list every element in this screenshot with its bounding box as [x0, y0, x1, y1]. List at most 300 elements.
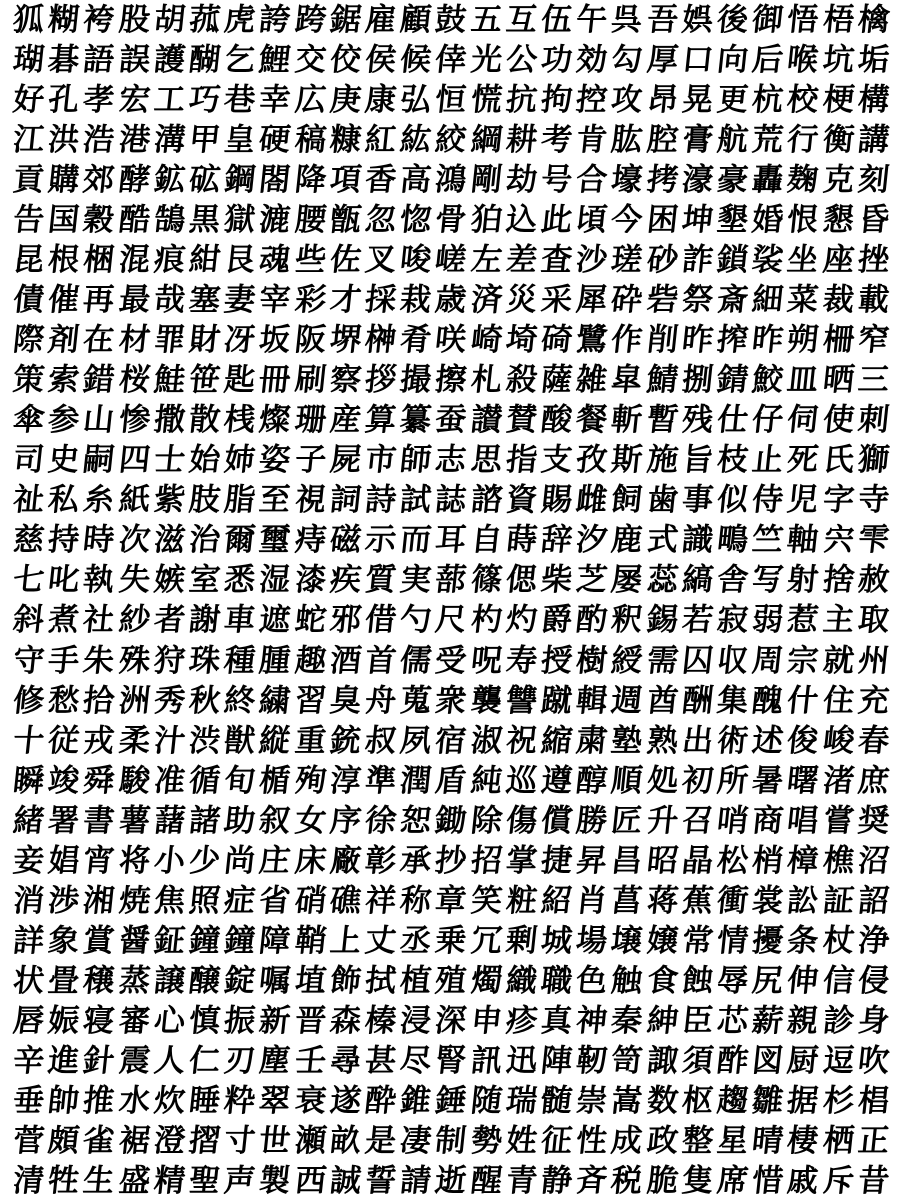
kanji-glyph: 沙 [574, 242, 610, 279]
kanji-glyph: 庶 [856, 762, 891, 799]
kanji-glyph: 仁 [187, 1042, 223, 1079]
kanji-glyph: 飼 [609, 482, 645, 519]
glyph-row [11, 723, 891, 760]
kanji-glyph: 更 [715, 82, 751, 119]
kanji-glyph: 神 [574, 1002, 610, 1039]
kanji-glyph: 蒋 [644, 882, 680, 919]
kanji-glyph: 孜 [574, 442, 610, 479]
kanji-glyph: 堺 [328, 322, 363, 359]
kanji-glyph: 晴 [750, 1122, 786, 1159]
kanji-glyph: 儒 [398, 642, 434, 679]
kanji-glyph: 祉 [11, 482, 47, 519]
kanji-glyph: 伺 [785, 402, 821, 439]
kanji-glyph: 細 [750, 282, 786, 319]
kanji-glyph: 咲 [433, 322, 469, 359]
kanji-glyph: 床 [292, 842, 328, 879]
kanji-glyph: 常 [680, 922, 715, 959]
kanji-glyph: 祝 [504, 722, 539, 759]
kanji-glyph: 高 [398, 162, 434, 199]
kanji-glyph: 製 [257, 1162, 293, 1199]
kanji-glyph: 汁 [152, 722, 187, 759]
kanji-glyph: 脂 [222, 482, 258, 519]
kanji-glyph: 巡 [504, 762, 539, 799]
kanji-glyph: 候 [398, 42, 434, 79]
glyph-row [11, 362, 891, 399]
kanji-glyph: 舟 [363, 682, 399, 719]
kanji-glyph: 習 [292, 682, 328, 719]
kanji-glyph: 粋 [222, 1082, 258, 1119]
kanji-glyph: 胡 [152, 2, 187, 38]
kanji-glyph: 厨 [785, 1042, 821, 1079]
kanji-glyph: 暑 [750, 762, 786, 799]
kanji-glyph: 生 [81, 1162, 117, 1199]
kanji-glyph: 柔 [116, 722, 152, 759]
glyph-row [11, 1043, 891, 1080]
kanji-glyph: 賞 [81, 922, 117, 959]
kanji-glyph: 賜 [539, 482, 575, 519]
kanji-glyph: 声 [222, 1162, 258, 1199]
kanji-glyph: 試 [398, 482, 434, 519]
kanji-glyph: 坤 [680, 202, 715, 239]
kanji-glyph: 考 [539, 122, 575, 159]
kanji-glyph: 鷺 [574, 322, 610, 359]
kanji-glyph: 潤 [398, 762, 434, 799]
kanji-glyph: 司 [11, 442, 47, 479]
kanji-glyph: 梗 [820, 82, 856, 119]
kanji-glyph: 竣 [46, 762, 82, 799]
kanji-glyph: 信 [820, 962, 856, 999]
kanji-glyph: 参 [46, 402, 82, 439]
kanji-glyph: 辞 [539, 522, 575, 559]
kanji-glyph: 裾 [116, 1122, 152, 1159]
kanji-glyph: 蕊 [644, 562, 680, 599]
kanji-glyph: 場 [574, 922, 610, 959]
kanji-glyph: 勢 [468, 1122, 504, 1159]
kanji-glyph: 撒 [152, 402, 187, 439]
kanji-glyph: 施 [644, 442, 680, 479]
kanji-glyph: 将 [116, 842, 152, 879]
kanji-glyph: 惚 [398, 202, 434, 239]
kanji-glyph: 皿 [785, 362, 821, 399]
kanji-glyph: 質 [363, 562, 399, 599]
kanji-glyph: 栽 [398, 282, 434, 319]
kanji-glyph: 紺 [187, 242, 223, 279]
kanji-glyph: 性 [574, 1122, 610, 1159]
kanji-glyph: 詞 [328, 482, 363, 519]
kanji-glyph: 挫 [856, 242, 891, 279]
kanji-glyph: 牲 [46, 1162, 82, 1199]
kanji-glyph: 推 [81, 1082, 117, 1119]
glyph-row [11, 122, 891, 159]
kanji-glyph: 擦 [433, 362, 469, 399]
kanji-glyph: 嵩 [609, 1082, 645, 1119]
kanji-glyph: 図 [750, 1042, 786, 1079]
kanji-glyph: 昂 [644, 82, 680, 119]
kanji-glyph: 慈 [11, 522, 47, 559]
kanji-glyph: 作 [609, 322, 645, 359]
kanji-glyph: 翠 [257, 1082, 293, 1119]
kanji-glyph: 綱 [468, 122, 504, 159]
kanji-glyph: 削 [644, 322, 680, 359]
kanji-glyph: 織 [504, 962, 539, 999]
kanji-glyph: 据 [785, 1082, 821, 1119]
kanji-glyph: 柵 [820, 322, 856, 359]
kanji-glyph: 弘 [398, 82, 434, 119]
kanji-glyph: 爵 [539, 602, 575, 639]
kanji-glyph: 慌 [468, 82, 504, 119]
kanji-glyph: 粧 [504, 882, 539, 919]
kanji-glyph: 成 [609, 1122, 645, 1159]
glyph-row [11, 1003, 891, 1040]
kanji-glyph: 整 [680, 1122, 715, 1159]
kanji-glyph: 錠 [222, 962, 258, 999]
kanji-glyph: 工 [152, 82, 187, 119]
kanji-glyph: 職 [539, 962, 575, 999]
kanji-glyph: 遂 [328, 1082, 363, 1119]
kanji-glyph: 女 [292, 802, 328, 839]
kanji-glyph: 向 [715, 42, 751, 79]
kanji-glyph: 渚 [820, 762, 856, 799]
kanji-glyph: 瀬 [292, 1122, 328, 1159]
kanji-glyph: 祥 [363, 882, 399, 919]
kanji-glyph: 糠 [328, 122, 363, 159]
glyph-row [11, 82, 891, 119]
kanji-glyph: 彩 [292, 282, 328, 319]
kanji-glyph: 授 [539, 642, 575, 679]
kanji-glyph: 寝 [81, 1002, 117, 1039]
kanji-glyph: 公 [504, 42, 539, 79]
kanji-glyph: 錘 [433, 1082, 469, 1119]
kanji-glyph: 章 [433, 882, 469, 919]
kanji-glyph: 蕉 [680, 882, 715, 919]
kanji-glyph: 焼 [116, 882, 152, 919]
kanji-glyph: 項 [328, 162, 363, 199]
kanji-glyph: 除 [468, 802, 504, 839]
kanji-glyph: 材 [116, 322, 152, 359]
kanji-glyph: 繍 [257, 682, 293, 719]
kanji-glyph: 椙 [856, 1082, 891, 1119]
kanji-glyph: 災 [504, 282, 539, 319]
kanji-glyph: 碁 [46, 42, 82, 79]
kanji-glyph: 師 [398, 442, 434, 479]
kanji-glyph: 榊 [363, 322, 399, 359]
kanji-glyph: 捨 [820, 562, 856, 599]
kanji-glyph: 拶 [363, 362, 399, 399]
kanji-glyph: 蛇 [292, 602, 328, 639]
glyph-row [11, 883, 891, 920]
kanji-glyph: 樹 [574, 642, 610, 679]
kanji-glyph: 釈 [609, 602, 645, 639]
glyph-row [11, 242, 891, 279]
kanji-glyph: 校 [785, 82, 821, 119]
kanji-glyph: 紳 [644, 1002, 680, 1039]
kanji-glyph: 腫 [257, 642, 293, 679]
kanji-glyph: 杉 [820, 1082, 856, 1119]
kanji-glyph: 鋼 [222, 162, 258, 199]
kanji-glyph: 阪 [292, 322, 328, 359]
kanji-glyph: 昨 [750, 322, 786, 359]
kanji-glyph: 唆 [398, 242, 434, 279]
kanji-glyph: 靭 [574, 1042, 610, 1079]
kanji-glyph: 室 [187, 562, 223, 599]
kanji-glyph: 症 [222, 882, 258, 919]
kanji-glyph: 旨 [680, 442, 715, 479]
kanji-glyph: 市 [363, 442, 399, 479]
kanji-glyph: 誌 [433, 482, 469, 519]
kanji-glyph: 出 [680, 722, 715, 759]
kanji-glyph: 燭 [468, 962, 504, 999]
kanji-glyph: 清 [11, 1162, 47, 1199]
kanji-glyph: 皇 [222, 122, 258, 159]
kanji-glyph: 雀 [81, 1122, 117, 1159]
kanji-glyph: 氏 [820, 442, 856, 479]
kanji-glyph: 恨 [785, 202, 821, 239]
kanji-glyph: 趣 [292, 642, 328, 679]
kanji-glyph: 穣 [81, 962, 117, 999]
kanji-glyph: 雛 [750, 1082, 786, 1119]
kanji-glyph: 垂 [11, 1082, 47, 1119]
kanji-glyph: 虎 [222, 2, 258, 38]
kanji-glyph: 殊 [116, 642, 152, 679]
kanji-glyph: 志 [433, 442, 469, 479]
kanji-glyph: 斜 [11, 602, 47, 639]
kanji-glyph: 嬢 [644, 922, 680, 959]
kanji-glyph: 塵 [257, 1042, 293, 1079]
kanji-glyph: 郊 [81, 162, 117, 199]
kanji-glyph: 酵 [116, 162, 152, 199]
kanji-glyph: 政 [644, 1122, 680, 1159]
kanji-glyph: 畝 [328, 1122, 363, 1159]
kanji-glyph: 杓 [468, 602, 504, 639]
kanji-glyph: 身 [856, 1002, 891, 1039]
kanji-glyph: 瞬 [11, 762, 47, 799]
kanji-glyph: 心 [152, 1002, 187, 1039]
kanji-glyph: 瑞 [504, 1082, 539, 1119]
kanji-glyph: 巷 [222, 82, 258, 119]
kanji-glyph: 楯 [257, 762, 293, 799]
kanji-glyph: 秋 [187, 682, 223, 719]
kanji-glyph: 刻 [856, 162, 891, 199]
kanji-glyph: 搾 [715, 322, 751, 359]
kanji-glyph: 縦 [257, 722, 293, 759]
kanji-glyph: 採 [363, 282, 399, 319]
kanji-glyph: 自 [468, 522, 504, 559]
kanji-glyph: 住 [820, 682, 856, 719]
kanji-glyph: 酷 [116, 202, 152, 239]
kanji-glyph: 水 [116, 1082, 152, 1119]
kanji-glyph: 錫 [644, 602, 680, 639]
kanji-glyph: 鐘 [187, 922, 223, 959]
kanji-glyph: 食 [644, 962, 680, 999]
kanji-glyph: 雫 [856, 522, 891, 559]
kanji-glyph: 畳 [46, 962, 82, 999]
kanji-glyph: 循 [187, 762, 223, 799]
kanji-glyph: 札 [468, 362, 504, 399]
kanji-glyph: 周 [750, 642, 786, 679]
kanji-glyph: 暫 [644, 402, 680, 439]
kanji-glyph: 航 [715, 122, 751, 159]
kanji-glyph: 豪 [715, 162, 751, 199]
glyph-row [11, 162, 891, 199]
kanji-glyph: 在 [81, 322, 117, 359]
kanji-glyph: 鉱 [152, 162, 187, 199]
kanji-glyph: 購 [46, 162, 82, 199]
kanji-glyph: 廠 [328, 842, 363, 879]
kanji-glyph: 後 [715, 2, 751, 38]
kanji-glyph: 士 [152, 442, 187, 479]
glyph-row [11, 803, 891, 840]
glyph-row [11, 1163, 891, 1200]
kanji-glyph: 腰 [292, 202, 328, 239]
kanji-glyph: 込 [504, 202, 539, 239]
kanji-glyph: 頃 [574, 202, 610, 239]
kanji-glyph: 薪 [750, 1002, 786, 1039]
kanji-glyph: 辛 [11, 1042, 47, 1079]
kanji-glyph: 克 [820, 162, 856, 199]
kanji-glyph: 縮 [539, 722, 575, 759]
kanji-glyph: 檎 [856, 2, 891, 38]
kanji-glyph: 光 [468, 42, 504, 79]
kanji-glyph: 蔀 [433, 562, 469, 599]
kanji-glyph: 杖 [820, 922, 856, 959]
kanji-glyph: 錆 [715, 362, 751, 399]
kanji-glyph: 濠 [680, 162, 715, 199]
kanji-glyph: 喉 [785, 42, 821, 79]
glyph-row [11, 1083, 891, 1120]
kanji-glyph: 伍 [539, 2, 575, 38]
kanji-glyph: 壌 [609, 922, 645, 959]
kanji-glyph: 需 [644, 642, 680, 679]
kanji-glyph: 樵 [820, 842, 856, 879]
kanji-glyph: 失 [116, 562, 152, 599]
kanji-glyph: 崎 [468, 322, 504, 359]
glyph-row [11, 442, 891, 479]
kanji-glyph: 尻 [750, 962, 786, 999]
kanji-glyph: 座 [820, 242, 856, 279]
kanji-glyph: 狛 [468, 202, 504, 239]
kanji-glyph: 紹 [539, 882, 575, 919]
kanji-glyph: 針 [81, 1042, 117, 1079]
kanji-glyph: 宗 [785, 642, 821, 679]
kanji-glyph: 赦 [856, 562, 891, 599]
kanji-glyph: 晒 [820, 362, 856, 399]
kanji-glyph: 車 [222, 602, 258, 639]
kanji-glyph: 償 [539, 802, 575, 839]
kanji-glyph: 劫 [504, 162, 539, 199]
kanji-glyph: 松 [715, 842, 751, 879]
kanji-glyph: 艮 [222, 242, 258, 279]
kanji-glyph: 梱 [81, 242, 117, 279]
kanji-glyph: 残 [680, 402, 715, 439]
kanji-glyph: 従 [46, 722, 82, 759]
kanji-glyph: 浸 [398, 1002, 434, 1039]
kanji-glyph: 些 [292, 242, 328, 279]
kanji-glyph: 歯 [644, 482, 680, 519]
kanji-glyph: 陣 [539, 1042, 575, 1079]
kanji-glyph: 照 [187, 882, 223, 919]
kanji-glyph: 週 [609, 682, 645, 719]
kanji-glyph: 嗣 [81, 442, 117, 479]
kanji-glyph: 姿 [257, 442, 293, 479]
kanji-glyph: 載 [856, 282, 891, 319]
kanji-glyph: 歳 [433, 282, 469, 319]
kanji-glyph: 査 [539, 242, 575, 279]
kanji-glyph: 埴 [292, 962, 328, 999]
kanji-glyph: 骨 [433, 202, 469, 239]
kanji-glyph: 遵 [539, 762, 575, 799]
kanji-glyph: 睡 [187, 1082, 223, 1119]
kanji-glyph: 星 [715, 1122, 751, 1159]
kanji-glyph: 唱 [785, 802, 821, 839]
kanji-glyph: 灼 [504, 602, 539, 639]
kanji-glyph: 愁 [46, 682, 82, 719]
kanji-glyph: 股 [116, 2, 152, 38]
kanji-glyph: 黒 [187, 202, 223, 239]
kanji-glyph: 瑳 [609, 242, 645, 279]
kanji-glyph: 召 [680, 802, 715, 839]
kanji-glyph: 際 [11, 322, 47, 359]
kanji-glyph: 姓 [504, 1122, 539, 1159]
kanji-glyph: 蝕 [680, 962, 715, 999]
kanji-glyph: 犀 [574, 282, 610, 319]
kanji-glyph: 乞 [222, 42, 258, 79]
kanji-glyph: 辱 [715, 962, 751, 999]
kanji-glyph: 寺 [856, 482, 891, 519]
kanji-glyph: 紅 [363, 122, 399, 159]
glyph-row [11, 2, 891, 39]
kanji-glyph: 尚 [222, 842, 258, 879]
kanji-glyph: 荒 [750, 122, 786, 159]
kanji-glyph: 疾 [328, 562, 363, 599]
kanji-glyph: 蹴 [539, 682, 575, 719]
kanji-glyph: 淑 [468, 722, 504, 759]
kanji-glyph: 抗 [504, 82, 539, 119]
kanji-glyph: 捷 [539, 842, 575, 879]
kanji-glyph: 冗 [468, 922, 504, 959]
kanji-glyph: 三 [856, 362, 891, 399]
glyph-row [11, 322, 891, 359]
kanji-glyph: 讐 [504, 682, 539, 719]
kanji-glyph: 轟 [750, 162, 786, 199]
kanji-glyph: 甚 [363, 1042, 399, 1079]
kanji-glyph: 剛 [468, 162, 504, 199]
kanji-glyph: 指 [504, 442, 539, 479]
kanji-glyph: 示 [363, 522, 399, 559]
kanji-glyph: 席 [715, 1162, 751, 1199]
kanji-glyph: 是 [363, 1122, 399, 1159]
kanji-glyph: 碕 [539, 322, 575, 359]
kanji-glyph: 語 [81, 42, 117, 79]
kanji-glyph: 困 [644, 202, 680, 239]
kanji-glyph: 誓 [363, 1162, 399, 1199]
kanji-glyph: 梧 [820, 2, 856, 38]
kanji-glyph: 裟 [750, 242, 786, 279]
kanji-glyph: 手 [46, 642, 82, 679]
glyph-row [11, 763, 891, 800]
kanji-glyph: 襲 [468, 682, 504, 719]
kanji-glyph: 諸 [187, 802, 223, 839]
kanji-glyph: 枝 [715, 442, 751, 479]
kanji-glyph: 序 [328, 802, 363, 839]
kanji-glyph: 振 [222, 1002, 258, 1039]
kanji-glyph: 采 [539, 282, 575, 319]
kanji-glyph: 叙 [257, 802, 293, 839]
kanji-glyph: 凄 [398, 1122, 434, 1159]
kanji-glyph: 財 [187, 322, 223, 359]
glyph-row [11, 683, 891, 720]
kanji-glyph: 須 [680, 1042, 715, 1079]
kanji-glyph: 恒 [433, 82, 469, 119]
